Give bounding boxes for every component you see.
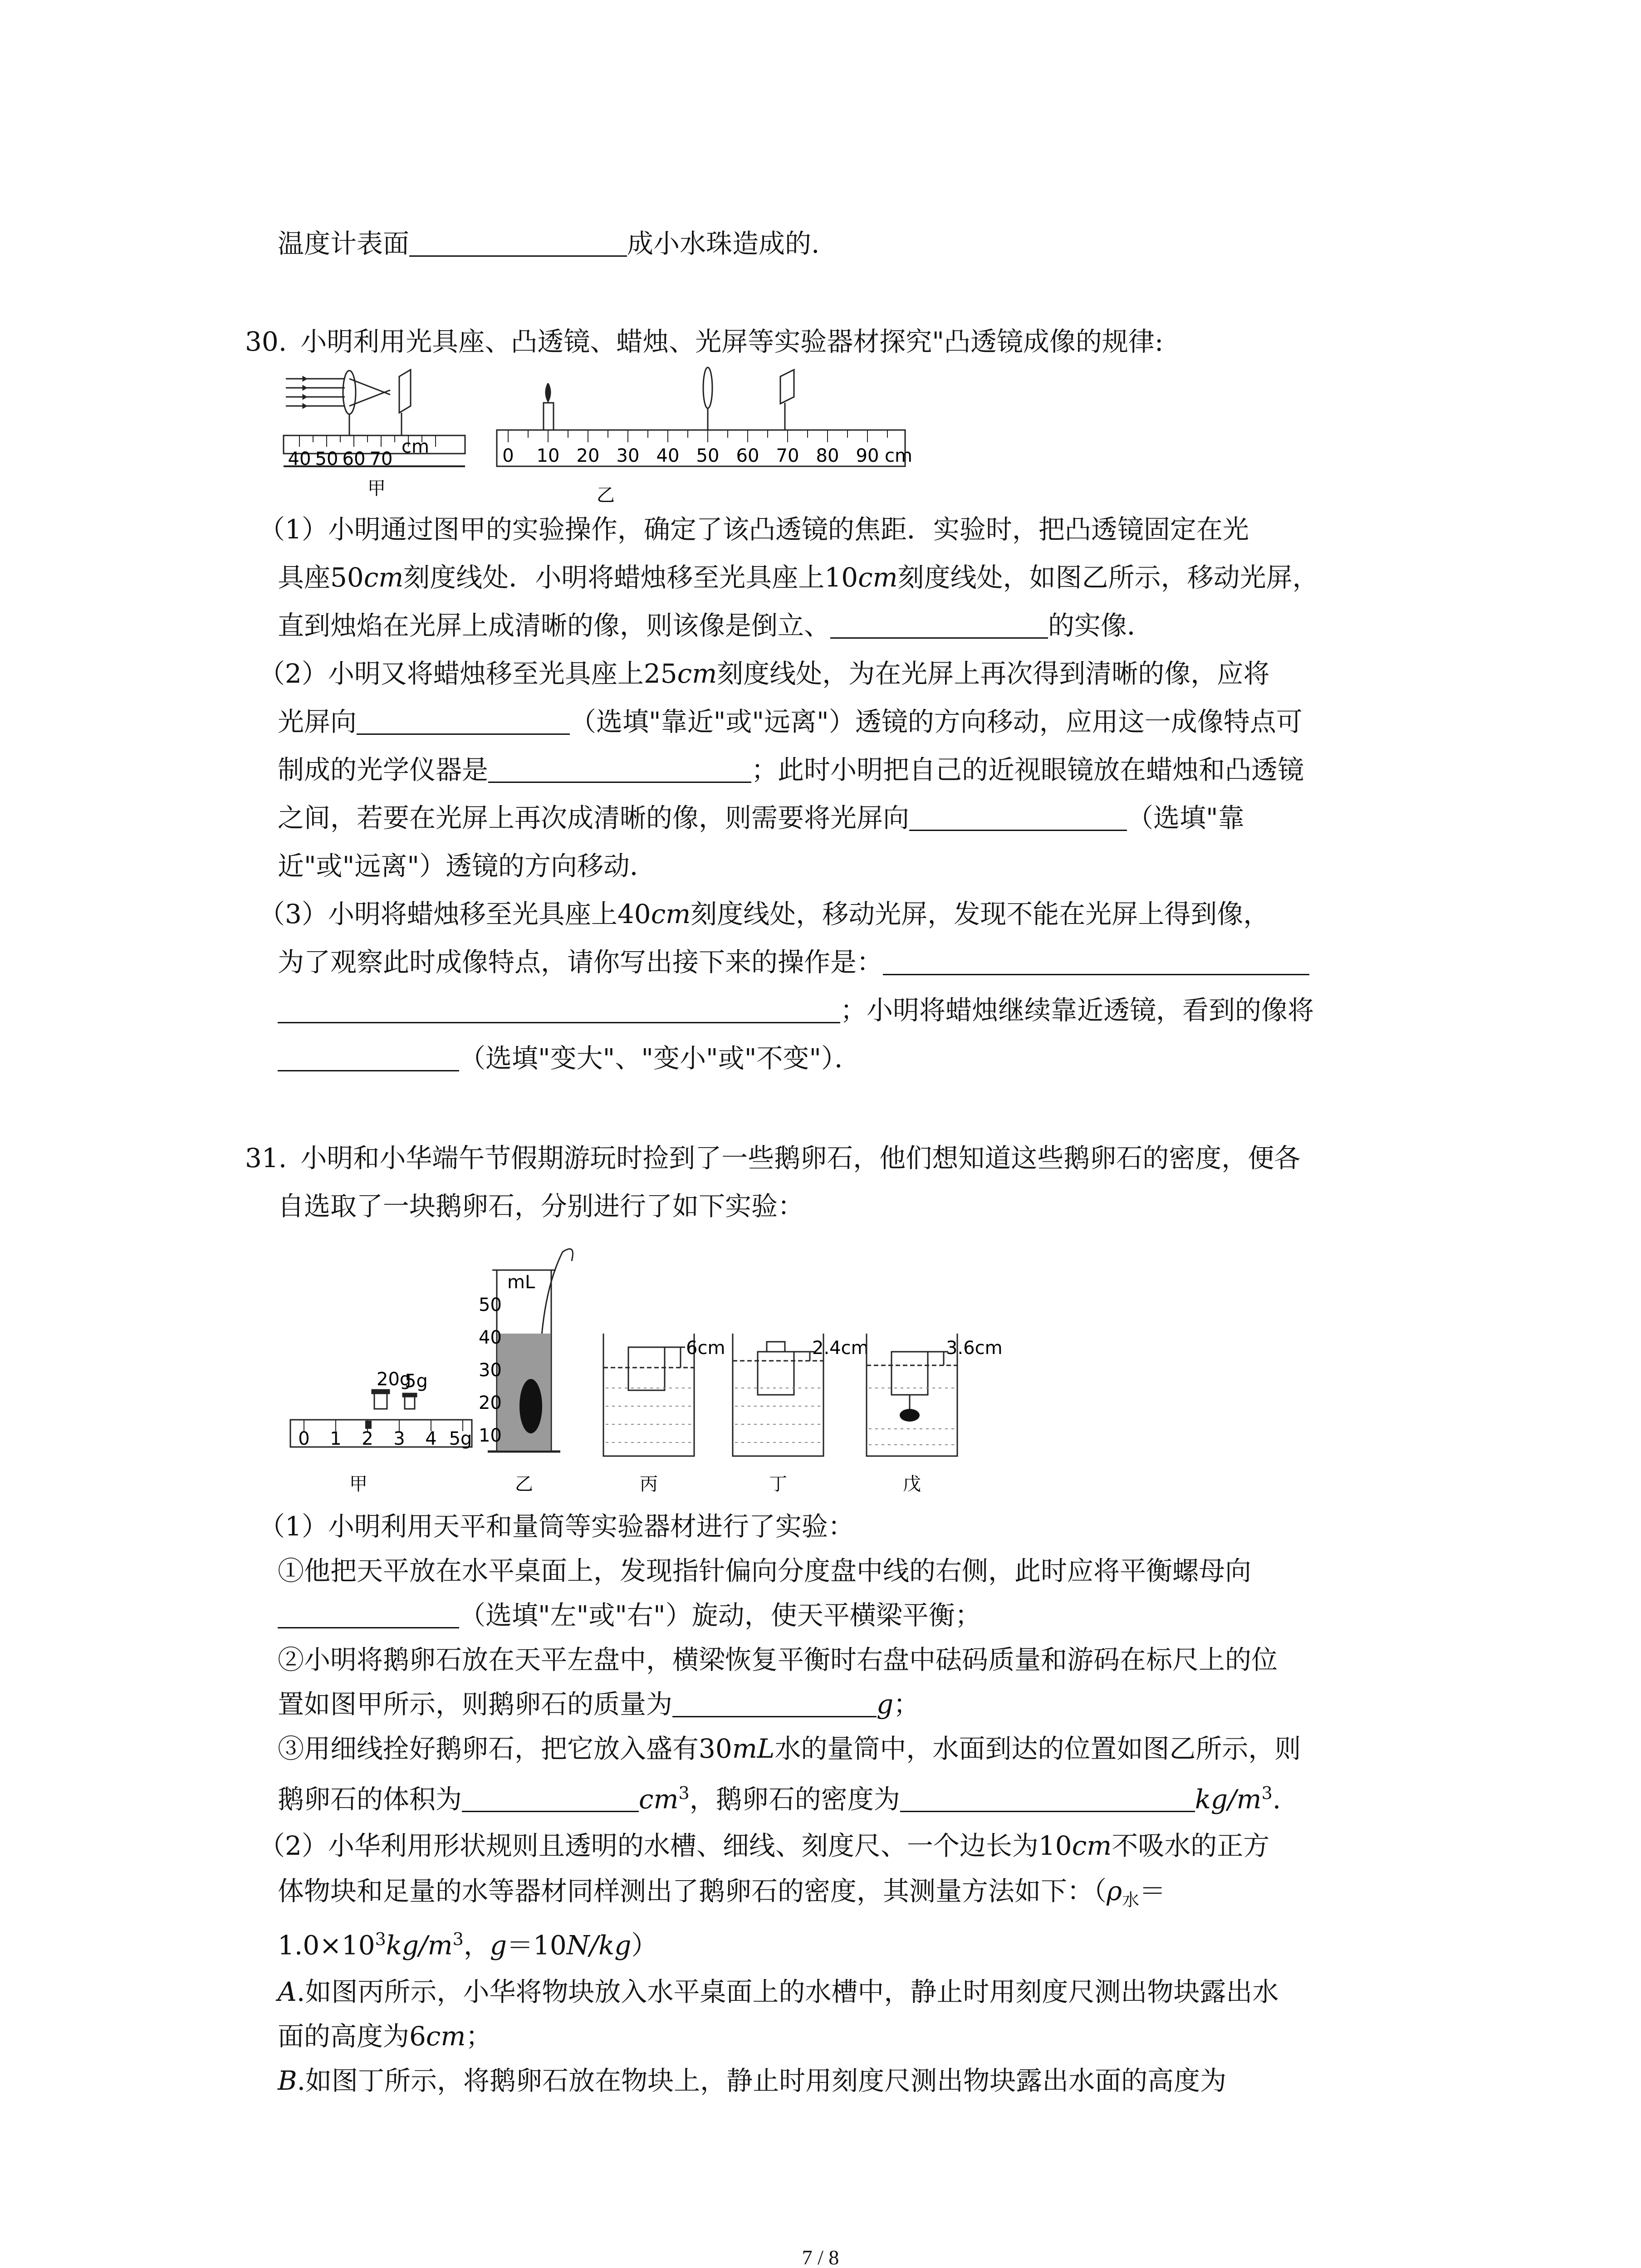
unit-label: cm xyxy=(402,436,429,457)
q30-p3-l1: （3）小明将蜡烛移至光具座上40cm刻度线处，移动光屏，发现不能在光屏上得到像， xyxy=(259,899,1270,929)
answer-blank[interactable] xyxy=(278,997,840,1023)
height-label: 3.6cm xyxy=(946,1338,1003,1359)
answer-blank[interactable] xyxy=(488,757,751,783)
q30-p3-l3: ；小明将蜡烛继续靠近透镜，看到的像将 xyxy=(278,997,1314,1023)
fig-label-jia: 甲 xyxy=(349,1474,367,1495)
q30-p3-l4: （选填"变大"、"变小"或"不变"）． xyxy=(278,1045,861,1071)
q30-p2-l5: 近"或"远离"）透镜的方向移动． xyxy=(278,850,656,881)
tick-label: 50 xyxy=(696,445,720,466)
pebble xyxy=(519,1379,542,1433)
page-number: 7 / 8 xyxy=(802,2246,839,2268)
tick-label: 40 xyxy=(479,1327,502,1348)
tick-label: 30 xyxy=(479,1360,502,1381)
height-label: 6cm xyxy=(686,1338,725,1359)
answer-blank[interactable] xyxy=(278,1603,459,1628)
tick-label: 1 xyxy=(330,1428,342,1449)
fig-label-wu: 戊 xyxy=(903,1474,921,1495)
tick-label: 2 xyxy=(362,1428,373,1449)
q31-stem-l2: 自选取了一块鹅卵石，分别进行了如下实验： xyxy=(278,1191,804,1222)
q30-p2-l3: 制成的光学仪器是 ；此时小明把自己的近视眼镜放在蜡烛和凸透镜 xyxy=(278,754,1304,785)
tick-label: 20 xyxy=(576,445,600,466)
fig-label-bing: 丙 xyxy=(640,1474,658,1495)
answer-blank[interactable] xyxy=(909,805,1127,831)
answer-blank[interactable] xyxy=(900,1786,1195,1812)
pebble xyxy=(900,1409,920,1422)
q31-s2-l2: 置如图甲所示，则鹅卵石的质量为 g； xyxy=(278,1689,920,1720)
answer-blank[interactable] xyxy=(278,1046,459,1071)
q30-figure-yi xyxy=(495,363,916,513)
fig-label-jia: 甲 xyxy=(367,478,386,499)
answer-blank[interactable] xyxy=(830,613,1048,639)
q31-s2-l1: ②小明将鹅卵石放在天平左盘中，横梁恢复平衡时右盘中砝码质量和游码在标尺上的位 xyxy=(278,1644,1278,1675)
q31-stem-l1: 31. 小明和小华端午节假期游玩时捡到了一些鹅卵石，他们想知道这些鹅卵石的密度，便各 xyxy=(245,1143,1301,1173)
q31-s1-l2: （选填"左"或"右"）旋动，使天平横梁平衡； xyxy=(278,1602,981,1628)
tick-label: 10 xyxy=(536,445,560,466)
cylinder-unit: mL xyxy=(507,1272,535,1293)
tick-label: 60 xyxy=(736,445,759,466)
tick-label: 80 xyxy=(816,445,839,466)
answer-blank[interactable] xyxy=(409,231,627,257)
tick-label: 50 xyxy=(479,1295,502,1315)
top-line: 温度计表面 成小水珠造成的. xyxy=(278,228,820,259)
q31-p2-l2: 体物块和足量的水等器材同样测出了鹅卵石的密度，其测量方法如下：（$\rho_水=$ xyxy=(278,1876,1166,1910)
tick-label: 5g xyxy=(449,1428,472,1449)
answer-blank[interactable] xyxy=(883,949,1309,975)
fig-label-yi: 乙 xyxy=(515,1474,533,1495)
tick-label: 0 xyxy=(502,445,514,466)
q30-p1-l3: 直到烛焰在光屏上成清晰的像，则该像是倒立、 的实像． xyxy=(278,610,1154,641)
q31-p2-l3: $1.0\times 10^3kg/m^3$，g＝10N/kg） xyxy=(278,1929,658,1961)
height-label: 2.4cm xyxy=(812,1338,869,1359)
tick-label: 90 xyxy=(856,445,879,466)
tick-label: 10 xyxy=(479,1425,502,1446)
q31-figures xyxy=(286,1243,1057,1501)
q31-B-l1: B.如图丁所示，将鹅卵石放在物块上，静止时用刻度尺测出物块露出水面的高度为 xyxy=(278,2065,1227,2096)
tick-label: 30 xyxy=(616,445,640,466)
tick-label: 60 xyxy=(342,449,366,469)
q31-s3-l1: ③用细线拴好鹅卵石，把它放入盛有30mL水的量筒中，水面到达的位置如图乙所示，则 xyxy=(278,1733,1301,1764)
q31-p2-l1: （2）小华利用形状规则且透明的水槽、细线、刻度尺、一个边长为10cm不吸水的正方 xyxy=(259,1830,1270,1861)
tick-label: 70 xyxy=(369,449,393,469)
weight-5g: 5g xyxy=(405,1371,428,1392)
unit-label: cm xyxy=(885,445,912,466)
answer-blank[interactable] xyxy=(462,1786,639,1812)
q31-s1-l1: ①他把天平放在水平桌面上，发现指针偏向分度盘中线的右侧，此时应将平衡螺母向 xyxy=(278,1555,1252,1586)
tick-label: 3 xyxy=(393,1428,405,1449)
tick-label: 0 xyxy=(298,1428,310,1449)
q30-p3-l2: 为了观察此时成像特点，请你写出接下来的操作是： xyxy=(278,949,1309,975)
answer-blank[interactable] xyxy=(672,1691,877,1717)
tick-label: 4 xyxy=(425,1428,437,1449)
weight-20g: 20g xyxy=(377,1369,411,1390)
q31-p1: （1）小明利用天平和量筒等实验器材进行了实验： xyxy=(259,1511,854,1542)
fig-label-yi: 乙 xyxy=(597,485,615,506)
q30-p1-l2: 具座50cm刻度线处．小明将蜡烛移至光具座上10cm刻度线处，如图乙所示，移动光屏， xyxy=(278,562,1319,593)
fig-label-ding: 丁 xyxy=(769,1474,787,1495)
tick-label: 20 xyxy=(479,1393,502,1413)
q31-A-l1: A.如图丙所示，小华将物块放入水平桌面上的水槽中，静止时用刻度尺测出物块露出水 xyxy=(278,1976,1279,2007)
q30-p2-l1: （2）小明又将蜡烛移至光具座上25cm刻度线处，为在光屏上再次得到清晰的像，应将 xyxy=(259,658,1270,689)
answer-blank[interactable] xyxy=(357,709,570,735)
rider xyxy=(365,1421,372,1429)
q30-stem: 30. 小明利用光具座、凸透镜、蜡烛、光屏等实验器材探究"凸透镜成像的规律: xyxy=(245,326,1164,357)
q31-A-l2: 面的高度为6cm； xyxy=(278,2021,492,2052)
tick-label: 40 xyxy=(288,449,311,469)
tick-label: 40 xyxy=(656,445,680,466)
tick-label: 70 xyxy=(776,445,799,466)
q30-p1-l1: （1）小明通过图甲的实验操作，确定了该凸透镜的焦距．实验时，把凸透镜固定在光 xyxy=(259,514,1249,545)
tick-label: 50 xyxy=(315,449,338,469)
q31-s3-l2: 鹅卵石的体积为 $cm^3$，鹅卵石的密度为 $kg/m^3$. xyxy=(278,1783,1281,1815)
q30-p2-l2: 光屏向 （选填"靠近"或"远离"）透镜的方向移动，应用这一成像特点可 xyxy=(278,706,1303,737)
q30-figure-jia xyxy=(281,363,481,503)
q30-p2-l4: 之间，若要在光屏上再次成清晰的像，则需要将光屏向 （选填"靠 xyxy=(278,802,1244,833)
